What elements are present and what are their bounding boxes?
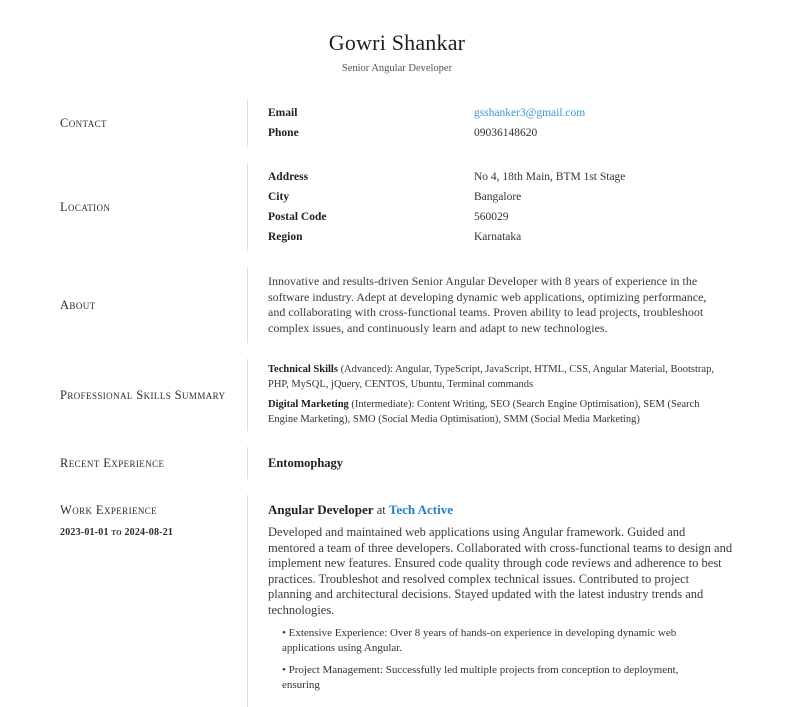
company-link[interactable]: Tech Active [388,502,453,517]
location-fields [247,163,734,251]
field-label-city: City [268,191,290,203]
job-connector: at [373,503,389,517]
field-address [268,167,734,187]
section-work-experience [60,495,734,707]
recent-experience-title: Entomophagy [268,456,344,470]
work-date-range: 2023-01-01 to 2024-08-21 [60,527,174,538]
section-label-recent-experience: Recent Experience [60,455,165,470]
section-recent-experience [60,447,734,479]
skill-title-technical: Technical Skills [268,364,338,375]
job-highlights [268,626,734,693]
skill-detail-technical: (Advanced): Angular, TypeScript, JavaScript, HTML, CSS, Angular Material, Bootstrap, PHP, MySQL, jQuery, CENTOS, Ubuntu, Terminal commands [268,364,714,390]
phone-value: 09036148620 [474,127,538,139]
field-label-address: Address [268,171,309,183]
section-label-work-experience: Work Experience [60,503,158,517]
job-heading [268,502,734,518]
field-label-postal-code: Postal Code [268,211,327,223]
city-value: Bangalore [474,191,522,203]
address-value: No 4, 18th Main, BTM 1st Stage [474,171,626,183]
field-label-email: Email [268,107,298,119]
section-label-about: About [60,297,96,312]
skill-title-digital-marketing: Digital Marketing [268,399,349,410]
contact-fields [247,99,734,147]
section-location [60,163,734,251]
section-label-location: Location [60,199,111,214]
email-link[interactable]: gsshanker3@gmail.com [474,107,586,119]
skill-detail-digital-marketing: (Intermediate): Content Writing, SEO (Search Engine Optimisation), SEM (Search Engine Marketing), SMO (Social Media Optimisation), SMM (Social Media Marketing) [268,399,700,425]
job-highlight-item: • Project Management: Successfully led multiple projects from conception to deployment, ensuring [282,663,718,693]
field-region [268,227,734,247]
field-phone [268,123,734,143]
postal-code-value: 560029 [474,211,509,223]
job-role: Angular Developer [268,502,374,517]
section-label-skills: Professional Skills Summary [60,387,226,402]
job-description: Developed and maintained web applications using Angular framework. Guided and mentored a team of three developers. Collaborated with cross-functional teams to design and implement new features. Ensured code quality through code reviews and adherence to best practices. Troubleshot and resolved complex technical issues. Contributed to project planning and architectural decisions. Stayed updated with the latest industry trends and technologies. [268,525,733,617]
person-title: Senior Angular Developer [341,63,453,74]
resume-body [60,99,734,707]
field-city [268,187,734,207]
skill-digital-marketing [268,398,730,427]
about-paragraph: Innovative and results-driven Senior Angular Developer with 8 years of experience in the software industry. Adept at developing dynamic web applications, optimizing performance, and collaborating with cross-functional teams. Proven ability to lead projects, troubleshoot complex issues, and continuously learn and adapt to new technologies. [268,274,707,335]
resume-header [60,30,734,74]
job-highlight-item: • Extensive Experience: Over 8 years of hands-on experience in developing dynamic web applications using Angular. [282,626,718,656]
section-skills [60,359,734,431]
field-label-region: Region [268,231,303,243]
section-about [60,267,734,343]
field-label-phone: Phone [268,127,299,139]
field-postal-code [268,207,734,227]
field-email [268,103,734,123]
job-entry [247,495,734,707]
section-contact [60,99,734,147]
section-label-contact: Contact [60,115,107,130]
person-name: Gowri Shankar [328,30,466,55]
region-value: Karnataka [474,231,522,243]
skill-technical [268,363,730,392]
